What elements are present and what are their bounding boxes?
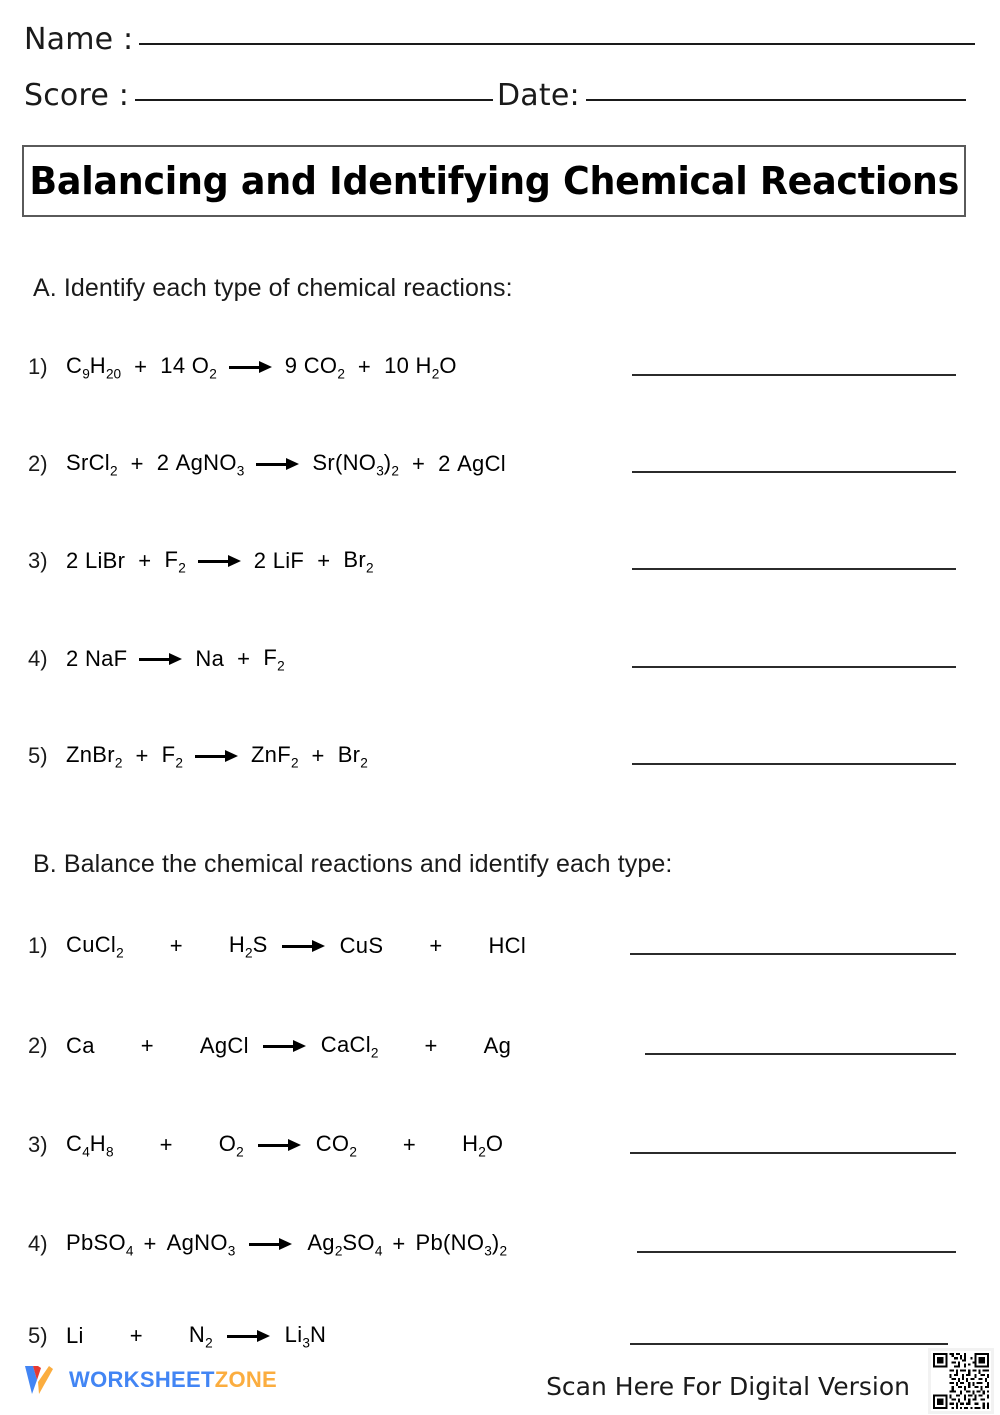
- page-title: Balancing and Identifying Chemical Reactions: [29, 159, 959, 203]
- problem-number: 2): [28, 1033, 48, 1058]
- problem-number: 1): [28, 933, 48, 958]
- reaction-arrow-icon: [198, 553, 242, 569]
- worksheet-zone-logo[interactable]: [22, 1360, 277, 1400]
- worksheet-title-box: [22, 145, 966, 217]
- answer-line-a3[interactable]: [632, 568, 956, 570]
- equation-b3: $C_4H_8$ + $O_2$ $CO_2$ + $H_2O$: [66, 1130, 504, 1160]
- reaction-arrow-icon: [258, 1137, 302, 1153]
- name-field-row: [24, 22, 975, 57]
- equation-row: [28, 1313, 968, 1359]
- date-label: Date:: [497, 78, 580, 113]
- problem-number: 4): [28, 1231, 48, 1256]
- equation-b2: Ca + AgCl CaCl$_2$ + Ag: [66, 1031, 512, 1061]
- equation-row: [28, 733, 968, 779]
- equation-b1: CuCl$_2$ + $H_2S$ CuS + HCl: [66, 931, 527, 961]
- reaction-arrow-icon: [256, 456, 300, 472]
- equation-row: [28, 441, 968, 487]
- logo-word-worksheet: WORKSHEET: [69, 1367, 215, 1392]
- equation-a5: ZnBr$_2$ + $F_2$ ZnF$_2$ + $Br_2$: [66, 741, 368, 771]
- equation-b5: Li + $N_2$ $Li_3N$: [66, 1321, 327, 1351]
- problem-number: 4): [28, 646, 48, 671]
- date-input-line[interactable]: [586, 99, 966, 101]
- answer-line-a2[interactable]: [632, 471, 956, 473]
- reaction-arrow-icon: [229, 359, 273, 375]
- problem-number: 3): [28, 548, 48, 573]
- problem-number: 5): [28, 1323, 48, 1348]
- equation-a4: 2 NaF Na + $F_2$: [66, 644, 285, 674]
- answer-line-b2[interactable]: [645, 1053, 956, 1055]
- equation-b4: PbSO$_4$ + AgNO$_3$ $Ag_2SO_4$ + $Pb(NO_3)_2$: [66, 1229, 508, 1259]
- equation-a2: SrCl$_2$ + 2 AgNO$_3$ $Sr(NO_3)_2$ + 2 AgCl: [66, 449, 506, 479]
- score-input-line[interactable]: [135, 99, 493, 101]
- equation-a3: 2 LiBr + $F_2$ 2 LiF + $Br_2$: [66, 546, 374, 576]
- answer-line-b3[interactable]: [630, 1152, 956, 1154]
- answer-line-a5[interactable]: [632, 763, 956, 765]
- reaction-arrow-icon: [282, 938, 326, 954]
- problem-number: 1): [28, 354, 48, 379]
- equation-a1: $C_9H_{20}$ + 14 $O_2$ 9 $CO_2$ + 10 $H_2O$: [66, 352, 457, 382]
- worksheetzone-w-icon: [22, 1363, 60, 1397]
- scan-instruction-text: Scan Here For Digital Version: [546, 1372, 910, 1401]
- logo-word-zone: ZONE: [214, 1367, 278, 1392]
- answer-line-a4[interactable]: [632, 666, 956, 668]
- answer-line-b1[interactable]: [630, 953, 956, 955]
- reaction-arrow-icon: [195, 748, 239, 764]
- reaction-arrow-icon: [139, 651, 183, 667]
- equation-row: [28, 923, 968, 969]
- date-field-row: [497, 78, 966, 113]
- problem-number: 2): [28, 451, 48, 476]
- answer-line-b5[interactable]: [630, 1343, 948, 1345]
- score-label: Score :: [24, 78, 130, 113]
- name-label: Name :: [24, 22, 134, 57]
- answer-line-a1[interactable]: [632, 374, 956, 376]
- reaction-arrow-icon: [263, 1038, 307, 1054]
- equation-row: [28, 538, 968, 584]
- section-a-heading: A. Identify each type of chemical reactions:: [33, 274, 513, 302]
- logo-wordmark: [69, 1367, 277, 1393]
- equation-row: [28, 1122, 968, 1168]
- answer-line-b4[interactable]: [637, 1251, 956, 1253]
- problem-number: 3): [28, 1132, 48, 1157]
- equation-row: [28, 1023, 968, 1069]
- equation-row: [28, 344, 968, 390]
- qr-code-icon[interactable]: [928, 1348, 994, 1414]
- reaction-arrow-icon: [249, 1236, 293, 1252]
- equation-row: [28, 1221, 968, 1267]
- equation-row: [28, 636, 968, 682]
- reaction-arrow-icon: [227, 1328, 271, 1344]
- section-b-heading: B. Balance the chemical reactions and identify each type:: [33, 850, 673, 878]
- name-input-line[interactable]: [139, 43, 975, 45]
- problem-number: 5): [28, 743, 48, 768]
- score-field-row: [24, 78, 493, 113]
